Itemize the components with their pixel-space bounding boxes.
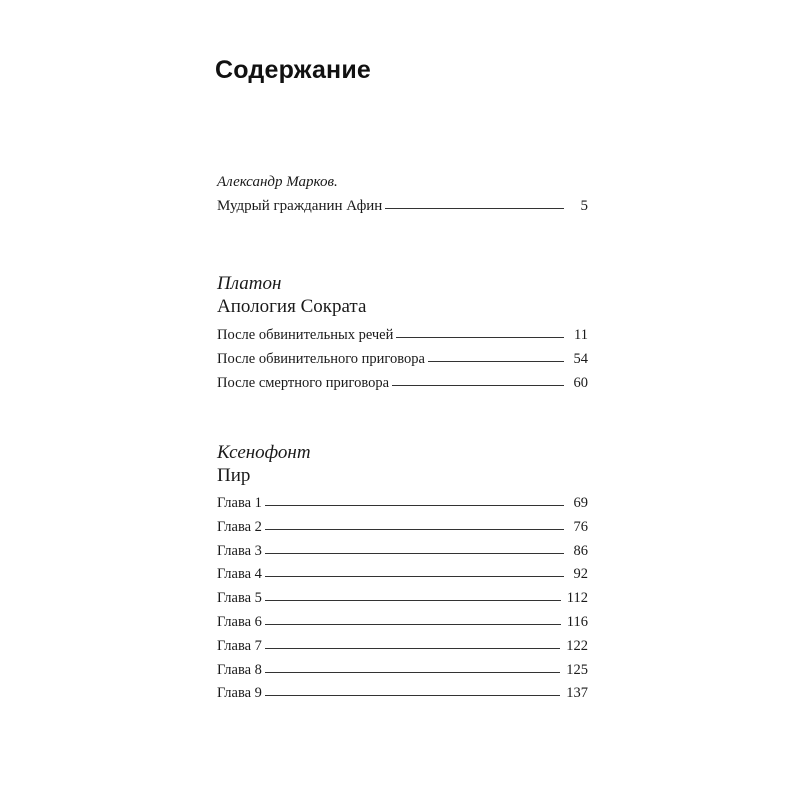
toc-entry-label: Глава 8 bbox=[217, 661, 262, 678]
toc-entry-label: После смертного приговора bbox=[217, 375, 390, 391]
toc-entry[interactable] bbox=[217, 196, 588, 216]
dot-leader bbox=[265, 648, 560, 649]
toc-entry-label: Глава 9 bbox=[217, 685, 262, 702]
toc-entry-page: 116 bbox=[566, 613, 588, 630]
toc-entry-page: 5 bbox=[580, 198, 588, 214]
section-author: Ксенофонт bbox=[217, 442, 311, 463]
toc-entry-label: После обвинительных речей bbox=[217, 327, 394, 343]
section-work-title: Апология Сократа bbox=[217, 296, 367, 317]
dot-leader bbox=[428, 361, 564, 362]
toc-entry-page: 54 bbox=[573, 351, 588, 367]
toc-entry-page: 125 bbox=[566, 661, 588, 678]
dot-leader bbox=[265, 553, 564, 554]
toc-entry-page: 76 bbox=[573, 518, 588, 535]
toc-entry-page: 11 bbox=[574, 327, 588, 343]
toc-entry-label: Глава 6 bbox=[217, 613, 262, 630]
toc-entry-label: Глава 2 bbox=[217, 518, 262, 535]
dot-leader bbox=[396, 337, 564, 338]
toc-entry[interactable] bbox=[217, 563, 588, 587]
toc-entry-label: После обвинительного приговора bbox=[217, 351, 425, 367]
toc-entry[interactable] bbox=[217, 371, 588, 395]
toc-entry-label: Глава 5 bbox=[217, 590, 262, 607]
dot-leader bbox=[265, 600, 561, 601]
toc-entry-page: 60 bbox=[573, 375, 588, 391]
section-author: Александр Марков. bbox=[217, 174, 338, 190]
toc-entry-label: Мудрый гражданин Афин bbox=[217, 198, 383, 214]
dot-leader bbox=[265, 576, 564, 577]
dot-leader bbox=[265, 529, 564, 530]
toc-entry[interactable] bbox=[217, 492, 588, 516]
toc-entry[interactable] bbox=[217, 659, 588, 683]
dot-leader bbox=[265, 624, 561, 625]
toc-entry-page: 137 bbox=[566, 685, 588, 702]
toc-entry-page: 122 bbox=[566, 637, 588, 654]
dot-leader bbox=[265, 672, 560, 673]
section-work-title: Пир bbox=[217, 465, 251, 486]
toc-section-plato bbox=[217, 273, 588, 395]
toc-entry-page: 69 bbox=[573, 495, 588, 511]
toc-entry[interactable] bbox=[217, 635, 588, 659]
dot-leader bbox=[265, 505, 564, 506]
toc-entry[interactable] bbox=[217, 347, 588, 371]
toc-entry-page: 86 bbox=[573, 542, 588, 559]
toc-entry-label: Глава 3 bbox=[217, 542, 262, 559]
toc-entry[interactable] bbox=[217, 682, 588, 706]
toc-entry[interactable] bbox=[217, 587, 588, 611]
toc-entry-label: Глава 1 bbox=[217, 495, 262, 511]
toc-entry[interactable] bbox=[217, 540, 588, 564]
toc-section-markov bbox=[217, 172, 588, 216]
toc-entry-page: 112 bbox=[566, 590, 588, 607]
toc-section-xenophon bbox=[217, 442, 588, 706]
page-title: Содержание bbox=[215, 56, 372, 84]
toc-entry[interactable] bbox=[217, 611, 588, 635]
dot-leader bbox=[385, 208, 564, 209]
dot-leader bbox=[265, 695, 560, 696]
dot-leader bbox=[392, 385, 564, 386]
toc-entry[interactable] bbox=[217, 323, 588, 347]
toc-entry[interactable] bbox=[217, 516, 588, 540]
toc-entry-label: Глава 4 bbox=[217, 566, 262, 583]
section-author: Платон bbox=[217, 273, 282, 294]
toc-entry-label: Глава 7 bbox=[217, 637, 262, 654]
toc-entry-page: 92 bbox=[573, 566, 588, 583]
